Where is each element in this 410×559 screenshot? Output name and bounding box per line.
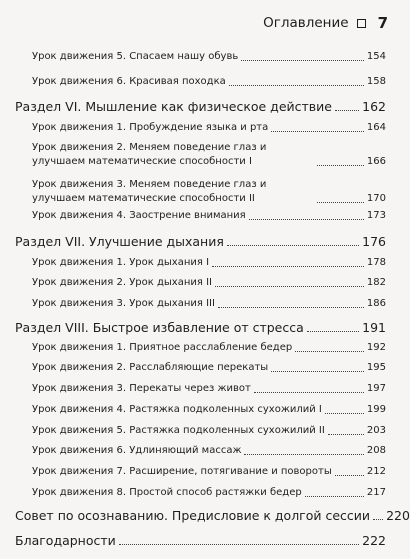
toc-entry-page: 203 <box>366 425 386 436</box>
toc-entry[interactable] <box>32 341 386 355</box>
leader-dots <box>307 331 359 332</box>
toc-entry-page: 208 <box>366 445 386 456</box>
toc-entry[interactable] <box>32 486 386 500</box>
toc-entry-page: 192 <box>366 342 386 353</box>
leader-dots <box>335 110 359 111</box>
leader-dots <box>328 434 364 435</box>
toc-entry-page: 158 <box>366 76 386 87</box>
toc-entry-page: 199 <box>366 404 386 415</box>
toc-section-entry[interactable] <box>15 320 386 336</box>
square-icon <box>357 19 366 28</box>
toc-entry-page: 173 <box>366 210 386 221</box>
leader-dots <box>271 131 364 132</box>
toc-section-entry[interactable] <box>15 508 410 524</box>
leader-dots <box>254 392 364 393</box>
toc-entry-title: Урок движения 3. Меняем поведение глаз и улучшаем математические способности II <box>32 179 267 204</box>
leader-dots <box>215 286 364 287</box>
leader-dots <box>119 544 359 545</box>
toc-entry-title: Урок движения 6. Красивая походка <box>32 76 226 87</box>
toc-entry-page: 195 <box>366 362 386 373</box>
leader-dots <box>249 219 364 220</box>
toc-entry-title: Урок движения 3. Урок дыхания III <box>32 298 215 309</box>
leader-dots <box>241 60 364 61</box>
toc-entry[interactable] <box>32 276 386 290</box>
toc-entry[interactable] <box>32 297 386 311</box>
leader-dots <box>227 245 359 246</box>
toc-section-title: Совет по осознаванию. Предисловие к долгой сессии <box>15 508 371 523</box>
toc-section-entry[interactable] <box>15 99 386 115</box>
toc-section-page: 191 <box>362 320 386 335</box>
toc-entry-title: Урок движения 1. Приятное расслабление бедер <box>32 342 293 353</box>
toc-entry-page: 166 <box>366 156 386 167</box>
leader-dots <box>325 413 364 414</box>
toc-entry-title: Урок движения 1. Пробуждение языка и рта <box>32 122 269 133</box>
toc-entry[interactable] <box>32 75 386 89</box>
page-number: 7 <box>377 14 388 32</box>
toc-section-entry[interactable] <box>15 533 386 549</box>
toc-entry-page: 186 <box>366 298 386 309</box>
toc-entry-title: Урок движения 4. Растяжка подколенных сухожилий I <box>32 404 322 415</box>
toc-entry-title: Урок движения 3. Перекаты через живот <box>32 383 251 394</box>
leader-dots <box>317 202 364 203</box>
toc-entry-page: 178 <box>366 257 386 268</box>
toc-section-page: 176 <box>362 234 386 249</box>
toc-entry[interactable] <box>32 121 386 135</box>
leader-dots <box>335 475 364 476</box>
toc-entry-title: Урок движения 4. Заострение внимания <box>32 210 246 221</box>
leader-dots <box>373 519 383 520</box>
toc-entry[interactable] <box>32 178 386 206</box>
toc-entry-page: 154 <box>366 51 386 62</box>
toc-entry-title: Урок движения 2. Расслабляющие перекаты <box>32 362 269 373</box>
leader-dots <box>271 371 364 372</box>
toc-entry[interactable] <box>32 50 386 64</box>
toc-entry[interactable] <box>32 444 386 458</box>
toc-entry-page: 212 <box>366 466 386 477</box>
page-header <box>263 14 388 32</box>
toc-entry-title: Урок движения 5. Растяжка подколенных сухожилий II <box>32 425 325 436</box>
toc-entry[interactable] <box>32 209 386 223</box>
toc-section-page: 220 <box>386 508 410 523</box>
leader-dots <box>295 351 364 352</box>
toc-entry-page: 170 <box>366 193 386 204</box>
toc-entry-title: Урок движения 2. Урок дыхания II <box>32 277 212 288</box>
toc-section-title: Благодарности <box>15 533 116 548</box>
toc-entry-title: Урок движения 6. Удлиняющий массаж <box>32 445 242 456</box>
toc-section-entry[interactable] <box>15 234 386 250</box>
leader-dots <box>317 165 364 166</box>
toc-entry-page: 197 <box>366 383 386 394</box>
leader-dots <box>218 307 364 308</box>
toc-entry[interactable] <box>32 403 386 417</box>
toc-entry-page: 164 <box>366 122 386 133</box>
toc-entry-page: 217 <box>366 487 386 498</box>
toc-entry-title: Урок движения 2. Меняем поведение глаз и улучшаем математические способности I <box>32 142 267 167</box>
toc-section-title: Раздел VI. Мышление как физическое действие <box>15 99 332 114</box>
toc-entry[interactable] <box>32 256 386 270</box>
running-head-title: Оглавление <box>263 15 349 31</box>
toc-section-page: 222 <box>362 533 386 548</box>
toc-entry[interactable] <box>32 465 386 479</box>
leader-dots <box>212 266 364 267</box>
toc-entry-title: Урок движения 7. Расширение, потягивание и повороты <box>32 466 332 477</box>
toc-entry[interactable] <box>32 141 386 169</box>
toc-section-title: Раздел VII. Улучшение дыхания <box>15 234 224 249</box>
toc-entry[interactable] <box>32 361 386 375</box>
leader-dots <box>305 496 364 497</box>
leader-dots <box>229 85 364 86</box>
toc-entry-page: 182 <box>366 277 386 288</box>
toc-section-page: 162 <box>362 99 386 114</box>
toc-entry-title: Урок движения 8. Простой способ растяжки бедер <box>32 487 302 498</box>
toc-entry-title: Урок движения 5. Спасаем нашу обувь <box>32 51 239 62</box>
toc-entry[interactable] <box>32 382 386 396</box>
toc-entry-title: Урок движения 1. Урок дыхания I <box>32 257 210 268</box>
toc-entry[interactable] <box>32 424 386 438</box>
toc-section-title: Раздел VIII. Быстрое избавление от стресса <box>15 320 304 335</box>
leader-dots <box>244 454 363 455</box>
